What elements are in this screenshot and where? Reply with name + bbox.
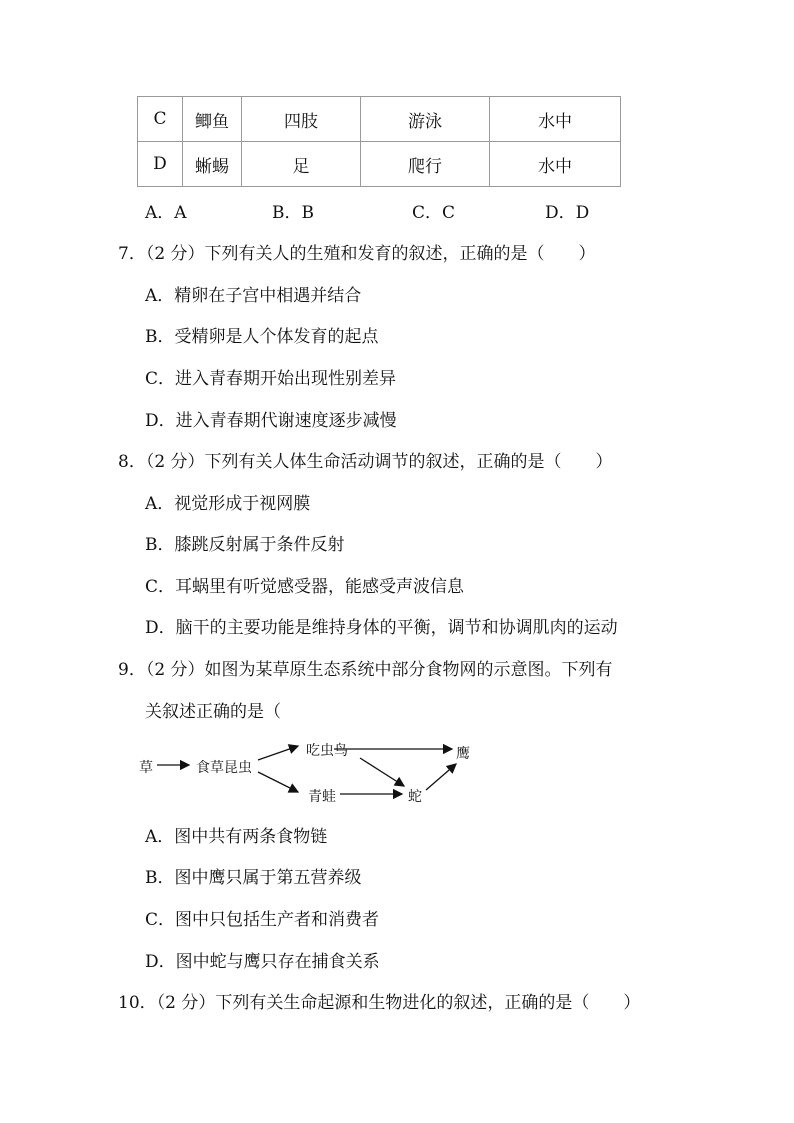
table-cell: 四肢 — [242, 97, 361, 142]
table-cell: C — [138, 97, 183, 142]
node-insect: 食草昆虫 — [196, 760, 252, 776]
table-cell: 水中 — [490, 97, 621, 142]
q9-option-d[interactable]: D．图中蛇与鹰只存在捕食关系 — [145, 952, 380, 972]
q9-stem-line1: 9．（2 分）如图为某草原生态系统中部分食物网的示意图。下列有 — [118, 660, 613, 680]
q7-option-a[interactable]: A．精卵在子宫中相遇并结合 — [145, 286, 362, 306]
node-eagle: 鹰 — [456, 746, 470, 762]
q8-option-d[interactable]: D．脑干的主要功能是维持身体的平衡，调节和协调肌肉的运动 — [145, 618, 618, 638]
node-frog: 青蛙 — [308, 789, 336, 805]
table-cell: 鲫鱼 — [183, 97, 242, 142]
arrow-insect-bird — [258, 746, 298, 760]
q7-option-c[interactable]: C．进入青春期开始出现性别差异 — [145, 369, 397, 389]
table-row — [138, 142, 621, 187]
q7-stem: 7．（2 分）下列有关人的生殖和发育的叙述，正确的是（ ） — [118, 244, 596, 264]
q7-option-b[interactable]: B．受精卵是人个体发育的起点 — [145, 327, 379, 347]
table-row — [138, 97, 621, 142]
q8-stem: 8．（2 分）下列有关人体生命活动调节的叙述，正确的是（ ） — [118, 452, 613, 472]
table-cell: 爬行 — [361, 142, 490, 187]
q9-option-c[interactable]: C．图中只包括生产者和消费者 — [145, 910, 380, 930]
q6-option-a[interactable]: A．A — [145, 203, 187, 223]
q8-option-c[interactable]: C．耳蜗里有听觉感受器，能感受声波信息 — [145, 577, 465, 597]
table-cell: 游泳 — [361, 97, 490, 142]
q6-option-c[interactable]: C．C — [412, 203, 456, 223]
node-bird: 吃虫鸟 — [306, 743, 348, 759]
q9-option-b[interactable]: B．图中鹰只属于第五营养级 — [145, 868, 362, 888]
arrow-snake-eagle — [426, 764, 456, 790]
node-grass: 草 — [139, 760, 153, 776]
arrow-bird-snake — [360, 758, 404, 786]
table-cell: D — [138, 142, 183, 187]
table-cell: 足 — [242, 142, 361, 187]
q9-stem-line2: 关叙述正确的是（ — [145, 702, 281, 722]
arrow-insect-frog — [258, 772, 298, 792]
node-snake: 蛇 — [408, 789, 422, 805]
table-cell: 蜥蜴 — [183, 142, 242, 187]
q9-option-a[interactable]: A．图中共有两条食物链 — [145, 827, 328, 847]
q6-option-b[interactable]: B．B — [272, 203, 314, 223]
q7-option-d[interactable]: D．进入青春期代谢速度逐步减慢 — [145, 411, 397, 431]
table-cell: 水中 — [490, 142, 621, 187]
q10-stem: 10．（2 分）下列有关生命起源和生物进化的叙述，正确的是（ ） — [118, 993, 641, 1013]
q8-option-b[interactable]: B．膝跳反射属于条件反射 — [145, 535, 345, 555]
q8-option-a[interactable]: A．视觉形成于视网膜 — [145, 494, 311, 514]
q6-option-d[interactable]: D．D — [545, 203, 590, 223]
animal-table — [137, 96, 621, 187]
